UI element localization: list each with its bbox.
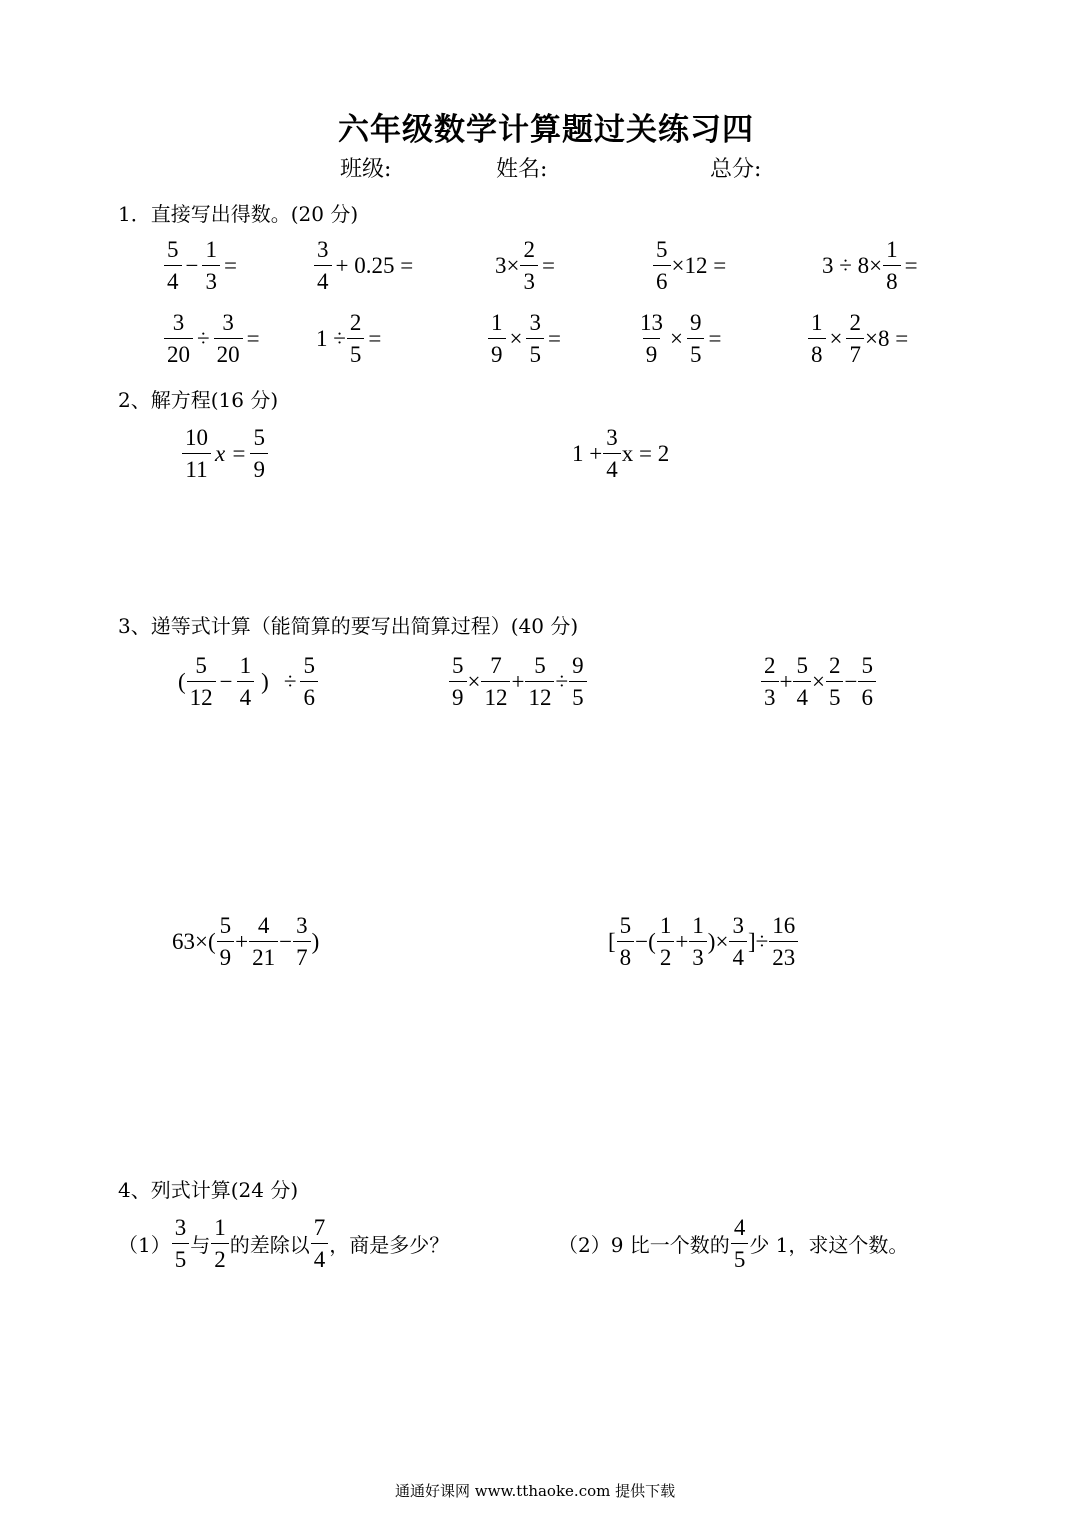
name-label: 姓名: bbox=[496, 157, 548, 182]
fraction: $\frac{5}{6}$ bbox=[858, 654, 876, 709]
problem-1f: $\frac{3}{20}$ ÷ $\frac{3}{20}$ = bbox=[163, 311, 263, 366]
fraction: $\frac{1}{9}$ bbox=[488, 311, 506, 366]
problem-1b: $\frac{3}{4}$ + 0.25 = bbox=[313, 238, 416, 293]
fraction: $\frac{3}{20}$ bbox=[214, 311, 243, 366]
fraction: $\frac{3}{5}$ bbox=[526, 311, 544, 366]
fraction: $\frac{7}{4}$ bbox=[311, 1216, 329, 1271]
section-2-heading: 2、解方程(16 分) bbox=[118, 388, 279, 412]
fraction: $\frac{2}{3}$ bbox=[520, 238, 538, 293]
fraction: $\frac{5}{12}$ bbox=[525, 654, 554, 709]
class-label: 班级: bbox=[340, 157, 392, 182]
fraction: $\frac{2}{7}$ bbox=[846, 311, 864, 366]
fraction: $\frac{7}{12}$ bbox=[481, 654, 510, 709]
fraction: $\frac{5}{6}$ bbox=[300, 654, 318, 709]
problem-1h: $\frac{1}{9}$ × $\frac{3}{5}$ = bbox=[487, 311, 564, 366]
fraction: $\frac{1}{2}$ bbox=[211, 1216, 229, 1271]
problem-1j: $\frac{1}{8}$ × $\frac{2}{7}$ ×8 = bbox=[807, 311, 908, 366]
fraction: $\frac{2}{3}$ bbox=[761, 654, 779, 709]
fraction: $\frac{1}{8}$ bbox=[808, 311, 826, 366]
section-4-heading: 4、列式计算(24 分) bbox=[118, 1178, 299, 1202]
problem-3c: $\frac{2}{3}$ + $\frac{5}{4}$ × $\frac{2}{5}$ − $\frac{5}{6}$ bbox=[760, 654, 877, 709]
fraction: $\frac{1}{2}$ bbox=[657, 914, 675, 969]
fraction: $\frac{2}{5}$ bbox=[347, 311, 365, 366]
fraction: $\frac{5}{9}$ bbox=[217, 914, 235, 969]
fraction: $\frac{1}{3}$ bbox=[202, 238, 220, 293]
fraction: $\frac{4}{21}$ bbox=[249, 914, 278, 969]
fraction: $\frac{2}{5}$ bbox=[826, 654, 844, 709]
problem-1d: $\frac{5}{6}$ ×12 = bbox=[652, 238, 726, 293]
fraction: $\frac{16}{23}$ bbox=[769, 914, 798, 969]
fraction: $\frac{10}{11}$ bbox=[182, 426, 211, 481]
fraction: $\frac{1}{8}$ bbox=[883, 238, 901, 293]
section-1-heading: 1．直接写出得数。(20 分) bbox=[118, 202, 359, 226]
section-3-heading: 3、递等式计算（能简算的要写出简算过程）(40 分) bbox=[118, 614, 579, 638]
fraction: $\frac{1}{3}$ bbox=[689, 914, 707, 969]
fraction: $\frac{9}{5}$ bbox=[569, 654, 587, 709]
fraction: $\frac{9}{5}$ bbox=[687, 311, 705, 366]
problem-1a: $\frac{5}{4}$ − $\frac{1}{3}$ = bbox=[163, 238, 240, 293]
fraction: $\frac{5}{12}$ bbox=[187, 654, 216, 709]
problem-1g: 1 ÷ $\frac{2}{5}$ = bbox=[316, 310, 382, 367]
fraction: $\frac{1}{4}$ bbox=[237, 654, 255, 709]
problem-3e: [ $\frac{5}{8}$ −( $\frac{1}{2}$ + $\frac{1}{3}$ )× $\frac{3}{4}$ ]÷ $\frac{16}{23}$ bbox=[608, 914, 799, 969]
fraction: $\frac{5}{6}$ bbox=[653, 238, 671, 293]
problem-1c: 3× $\frac{2}{3}$ = bbox=[495, 237, 555, 294]
score-label: 总分: bbox=[710, 157, 762, 182]
fraction: $\frac{5}{9}$ bbox=[449, 654, 467, 709]
word-problem-1: （1） $\frac{3}{5}$ 与 $\frac{1}{2}$ 的差除以 $\frac{7}{4}$ ，商是多少？ bbox=[118, 1215, 450, 1272]
fraction: $\frac{3}{7}$ bbox=[293, 914, 311, 969]
equation-2b: 1 + $\frac{3}{4}$ x = 2 bbox=[572, 425, 670, 482]
fraction: $\frac{5}{8}$ bbox=[617, 914, 635, 969]
fraction: $\frac{5}{4}$ bbox=[793, 654, 811, 709]
fraction: $\frac{5}{4}$ bbox=[164, 238, 182, 293]
fraction: $\frac{3}{4}$ bbox=[314, 238, 332, 293]
fraction: $\frac{13}{9}$ bbox=[640, 310, 663, 367]
fraction: $\frac{3}{4}$ bbox=[729, 914, 747, 969]
problem-3b: $\frac{5}{9}$ × $\frac{7}{12}$ + $\frac{5}{12}$ ÷ $\frac{9}{5}$ bbox=[448, 654, 588, 709]
problem-1i: $\frac{13}{9}$ × $\frac{9}{5}$ = bbox=[636, 311, 724, 366]
fraction: $\frac{3}{4}$ bbox=[603, 426, 621, 481]
fraction: $\frac{3}{20}$ bbox=[164, 311, 193, 366]
problem-3d: 63×( $\frac{5}{9}$ + $\frac{4}{21}$ − $\frac{3}{7}$ ) bbox=[172, 913, 320, 970]
problem-3a: ( $\frac{5}{12}$ − $\frac{1}{4}$ ) ÷ $\frac{5}{6}$ bbox=[178, 654, 319, 709]
fraction: $\frac{5}{9}$ bbox=[250, 426, 268, 481]
equation-2a: $\frac{10}{11}$ x = $\frac{5}{9}$ bbox=[181, 426, 269, 481]
page-title: 六年级数学计算题过关练习四 bbox=[338, 112, 754, 148]
fraction: $\frac{4}{5}$ bbox=[731, 1216, 749, 1271]
fraction: $\frac{3}{5}$ bbox=[172, 1216, 190, 1271]
footer-credit: 通通好课网 www.tthaoke.com 提供下载 bbox=[395, 1482, 676, 1500]
word-problem-2: （2）9 比一个数的 $\frac{4}{5}$ 少 1，求这个数。 bbox=[558, 1215, 909, 1272]
problem-1e: 3 ÷ 8× $\frac{1}{8}$ = bbox=[822, 237, 918, 294]
